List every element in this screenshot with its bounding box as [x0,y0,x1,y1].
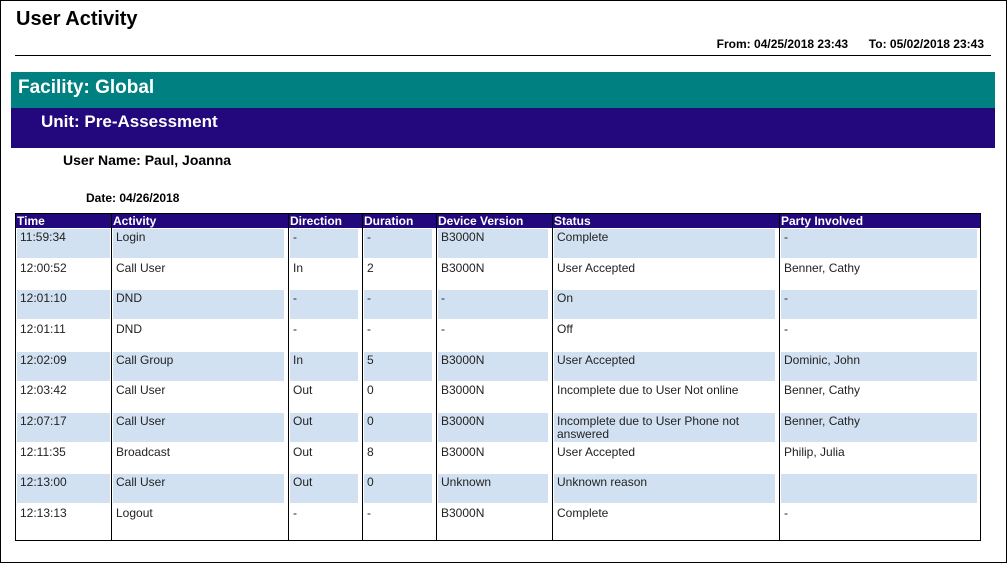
from-value: 04/25/2018 23:43 [754,37,849,51]
cell-time: 12:13:00 [17,474,110,503]
report-title: User Activity [16,8,138,30]
cell-activity: DND [113,290,284,319]
cell-direction: Out [293,445,313,459]
cell-party-involved: - [784,322,788,336]
cell-activity: DND [116,322,142,336]
cell-activity: Login [113,229,284,258]
cell-party-involved: Benner, Cathy [781,413,977,442]
cell-time: 12:01:10 [17,290,110,319]
cell-activity: Call Group [113,352,284,381]
cell-device-version: - [441,322,445,336]
cell-status: Unknown reason [554,474,775,503]
cell-activity: Call User [116,261,166,275]
table-row [16,443,980,473]
cell-direction: - [293,322,297,336]
cell-activity: Call User [113,413,284,442]
cell-status: Off [557,322,573,336]
column-header-device-version: Device Version [438,214,524,228]
cell-time: 12:01:11 [20,322,66,336]
table-row [16,412,980,442]
cell-status: Incomplete due to User Phone not answered [554,413,775,442]
cell-direction: Out [290,474,358,503]
cell-status: Complete [554,229,775,258]
cell-duration: 0 [364,474,432,503]
cell-device-version: B3000N [438,413,548,442]
cell-status: User Accepted [554,352,775,381]
cell-device-version: B3000N [441,383,485,397]
activity-date-label: Date: 04/26/2018 [86,191,180,205]
title-divider [15,55,991,56]
cell-time: 11:59:34 [17,229,110,258]
cell-duration: - [364,290,432,319]
cell-activity: Logout [116,506,153,520]
cell-direction: - [290,290,358,319]
table-row [16,473,980,503]
table-row [16,504,980,534]
activity-table [15,213,981,541]
unit-header [11,108,995,148]
cell-direction: In [290,352,358,381]
column-header-activity: Activity [113,214,157,228]
cell-activity: Call User [116,383,166,397]
column-header-status: Status [554,214,591,228]
cell-time: 12:13:13 [20,506,67,520]
table-row [16,381,980,411]
cell-activity: Call User [113,474,284,503]
cell-time: 12:07:17 [17,413,110,442]
to-label: To: [868,37,887,51]
cell-duration: 0 [364,413,432,442]
cell-duration: 8 [367,445,374,459]
cell-party-involved: Benner, Cathy [784,383,861,397]
cell-party-involved: Benner, Cathy [784,261,861,275]
table-row [16,289,980,319]
cell-device-version: Unknown [438,474,548,503]
from-label: From: [716,37,751,51]
cell-duration: - [364,229,432,258]
cell-party-involved: - [784,506,788,520]
cell-device-version: B3000N [441,506,485,520]
cell-status: User Accepted [557,261,636,275]
cell-status: Incomplete due to User Not online [557,383,739,397]
cell-time: 12:00:52 [20,261,67,275]
cell-duration: 0 [367,383,374,397]
facility-label: Facility: Global [18,77,155,98]
cell-status: On [554,290,775,319]
column-header-duration: Duration [364,214,414,228]
cell-party-involved: - [781,290,977,319]
cell-time: 12:03:42 [20,383,67,397]
column-header-direction: Direction [290,214,343,228]
cell-direction: - [293,506,297,520]
facility-header [11,72,995,108]
cell-direction: In [293,261,304,275]
table-row [16,351,980,381]
cell-status: Complete [557,506,609,520]
table-header-row [16,214,980,228]
column-header-time: Time [17,214,45,228]
cell-direction: Out [290,413,358,442]
column-header-party-involved: Party Involved [781,214,864,228]
cell-duration: 2 [367,261,374,275]
cell-time: 12:02:09 [17,352,110,381]
cell-time: 12:11:35 [20,445,66,459]
cell-party-involved: Dominic, John [781,352,977,381]
cell-party-involved [781,474,977,503]
table-row [16,228,980,258]
table-row [16,320,980,350]
cell-direction: - [290,229,358,258]
cell-party-involved: Philip, Julia [784,445,845,459]
cell-duration: 5 [364,352,432,381]
cell-device-version: B3000N [438,352,548,381]
cell-activity: Broadcast [116,445,171,459]
date-range [717,37,984,51]
cell-direction: Out [293,383,313,397]
cell-device-version: B3000N [441,445,485,459]
cell-party-involved: - [781,229,977,258]
cell-duration: - [367,322,371,336]
unit-label: Unit: Pre-Assessment [41,112,218,131]
cell-device-version: B3000N [441,261,485,275]
cell-status: User Accepted [557,445,636,459]
to-value: 05/02/2018 23:43 [889,37,984,51]
cell-device-version: - [438,290,548,319]
cell-duration: - [367,506,371,520]
user-name-label: User Name: Paul, Joanna [63,152,232,168]
cell-device-version: B3000N [438,229,548,258]
table-row [16,259,980,289]
